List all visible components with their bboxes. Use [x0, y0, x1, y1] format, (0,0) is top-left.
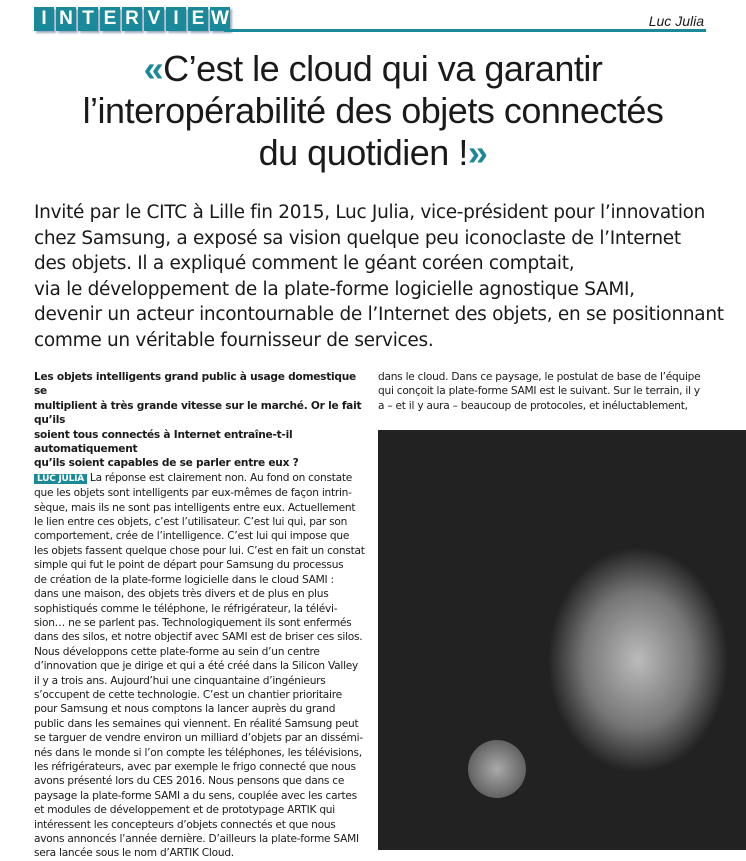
answer-line: [34, 688, 369, 702]
right-line: qui conçoit la plate-forme SAMI est le suivant. Sur le terrain, il y: [378, 385, 700, 398]
section-letter: W: [211, 8, 229, 29]
intro-line: via le développement de la plate-forme logicielle agnostique SAMI,: [34, 278, 635, 300]
right-line: dans le cloud. Dans ce paysage, le postulat de base de l’équipe: [378, 371, 701, 383]
question-line: qu’ils soient capables de se parler entre eux ?: [34, 457, 299, 470]
answer-line: [34, 501, 369, 515]
headline-line: [20, 132, 726, 174]
answer-line: [34, 630, 369, 644]
intro-line: comme un véritable fournisseur de services.: [34, 329, 434, 351]
open-quote: «: [143, 48, 164, 89]
answer-line: [34, 529, 369, 543]
close-quote: »: [467, 132, 488, 173]
answer-text: simple qui fut le point de départ pour Samsung du processus: [34, 559, 344, 572]
answer-line: [34, 760, 369, 774]
answer-text: sera lancée sous le nom d’ARTIK Cloud.: [34, 847, 234, 860]
section-label-interview: [34, 7, 230, 31]
answer-line: [34, 544, 369, 558]
section-letter: T: [78, 7, 98, 31]
answer-text: Nous développons cette plate-forme au sein d’un centre: [34, 645, 320, 658]
answer-line: [34, 515, 369, 529]
answer-line: [34, 645, 369, 659]
question-line: soient tous connectés à Internet entraîne-t-il automatiquement: [34, 428, 293, 456]
answer-line: [34, 731, 369, 745]
author-name: Luc Julia: [648, 13, 704, 29]
intro-paragraph: [34, 200, 724, 353]
speaker-tag: LUC JULIA: [34, 474, 87, 484]
headline-line: [20, 90, 726, 132]
intro-line: chez Samsung, a exposé sa vision quelque peu iconoclaste de l’Internet: [34, 227, 681, 249]
answer-line: [34, 659, 369, 673]
answer-line: [34, 774, 369, 788]
answer-text: avons présenté lors du CES 2016. Nous pensons que dans ce: [34, 775, 345, 788]
headline-text: du quotidien !: [258, 132, 468, 173]
section-letter: N: [56, 7, 76, 31]
answer-text: avons annoncés l’année dernière. D’ailleurs la plate-forme SAMI: [34, 833, 359, 845]
answer-line: [34, 602, 369, 616]
answer-line: [34, 674, 369, 688]
section-letter: E: [100, 7, 120, 31]
answer-text: public dans les semaines qui viennent. En réalité Samsung peut: [34, 717, 359, 730]
headline-text: l’interopérabilité des objets connectés: [82, 90, 664, 131]
headline-line: [20, 48, 726, 90]
intro-line: devenir un acteur incontournable de l’Internet des objets, en se positionnant: [34, 304, 724, 325]
answer-text: les réfrigérateurs, avec par exemple le frigo connecté que nous: [34, 760, 356, 773]
answer-line: [34, 702, 369, 716]
header-rule: [224, 29, 706, 32]
answer-text: La réponse est clairement non. Au fond on constate: [89, 471, 353, 484]
right-line: a – et il y aura – beaucoup de protocoles, et inéluctablement,: [378, 399, 688, 412]
answer-text: sophistiqués comme le téléphone, le réfrigérateur, la télévi-: [34, 602, 338, 615]
answer-line: [34, 832, 369, 846]
answer-text: il y a trois ans. Aujourd’hui une cinquantaine d’ingénieurs: [34, 674, 326, 687]
answer-line: [34, 717, 369, 731]
section-letter: E: [188, 7, 208, 31]
portrait-photo: [378, 430, 746, 850]
answer-text: se targuer de vendre environ un milliard d’objets par an dissémi-: [34, 732, 363, 745]
intro-line: des objets. Il a expliqué comment le géant coréen comptait,: [34, 253, 575, 274]
question-line: Les objets intelligents grand public à usage domestique se: [34, 371, 356, 398]
answer-line: [34, 789, 369, 803]
answer-line: [34, 818, 369, 832]
answer-text: s’occupent de cette technologie. C’est un chantier prioritaire: [34, 688, 342, 701]
answer-line: [34, 846, 369, 860]
section-letter: V: [144, 7, 164, 31]
answer-line: [34, 803, 369, 817]
headline-text: C’est le cloud qui va garantir: [163, 48, 603, 89]
answer-text: pour Samsung et nous comptons la lancer auprès du grand: [34, 703, 336, 716]
answer-text: intéressent les concepteurs d’objets connectés et que nous: [34, 818, 336, 831]
answer-text: paysage la plate-forme SAMI a du sens, couplée avec les cartes: [34, 789, 357, 802]
section-letter: I: [34, 7, 54, 31]
answer-text: sèque, mais ils ne sont pas intelligents entre eux. Actuellement: [34, 501, 356, 514]
answer-text: de création de la plate-forme logicielle dans le cloud SAMI :: [34, 573, 334, 586]
answer-text: le lien entre ces objets, c’est l’utilisateur. C’est lui qui, par son: [34, 516, 348, 529]
section-letter: I: [166, 7, 186, 31]
answer-text: comportement, crée de l’intelligence. C’est lui qui impose que: [34, 530, 350, 543]
answer-text: dans une maison, des objets très divers et de plus en plus: [34, 588, 329, 601]
answer-line: [34, 746, 369, 760]
answer-text: les objets fassent quelque chose pour lui. C’est en fait un constat: [34, 544, 365, 557]
right-column: [378, 370, 746, 413]
answer-line: [34, 558, 369, 572]
answer-text: que les objets sont intelligents par eux-mêmes de façon intrin-: [34, 487, 352, 500]
answer-text: et modules de développement et de prototypage ARTIK qui: [34, 804, 335, 817]
answer-line: [34, 587, 369, 601]
answer-line: [34, 471, 369, 486]
intro-line: Invité par le CITC à Lille fin 2015, Luc Julia, vice-président pour l’innovation: [34, 202, 706, 223]
answer-text: d’innovation que je dirige et qui a été créé dans la Silicon Valley: [34, 660, 359, 673]
left-column: [34, 370, 369, 861]
answer-line: [34, 486, 369, 500]
microphone: [468, 740, 526, 798]
section-letter: R: [122, 7, 142, 31]
answer-text: sion… ne se parlent pas. Technologiquement ils sont enfermés: [34, 616, 352, 629]
answer-line: [34, 573, 369, 587]
answer-text: dans des silos, et notre objectif avec SAMI est de briser ces silos.: [34, 631, 363, 644]
question-line: multiplient à très grande vitesse sur le marché. Or le fait qu’ils: [34, 399, 362, 427]
answer-text: nés dans le monde si l’on compte les téléphones, les télévisions,: [34, 746, 362, 759]
headline: [20, 48, 726, 174]
answer-line: [34, 616, 369, 630]
